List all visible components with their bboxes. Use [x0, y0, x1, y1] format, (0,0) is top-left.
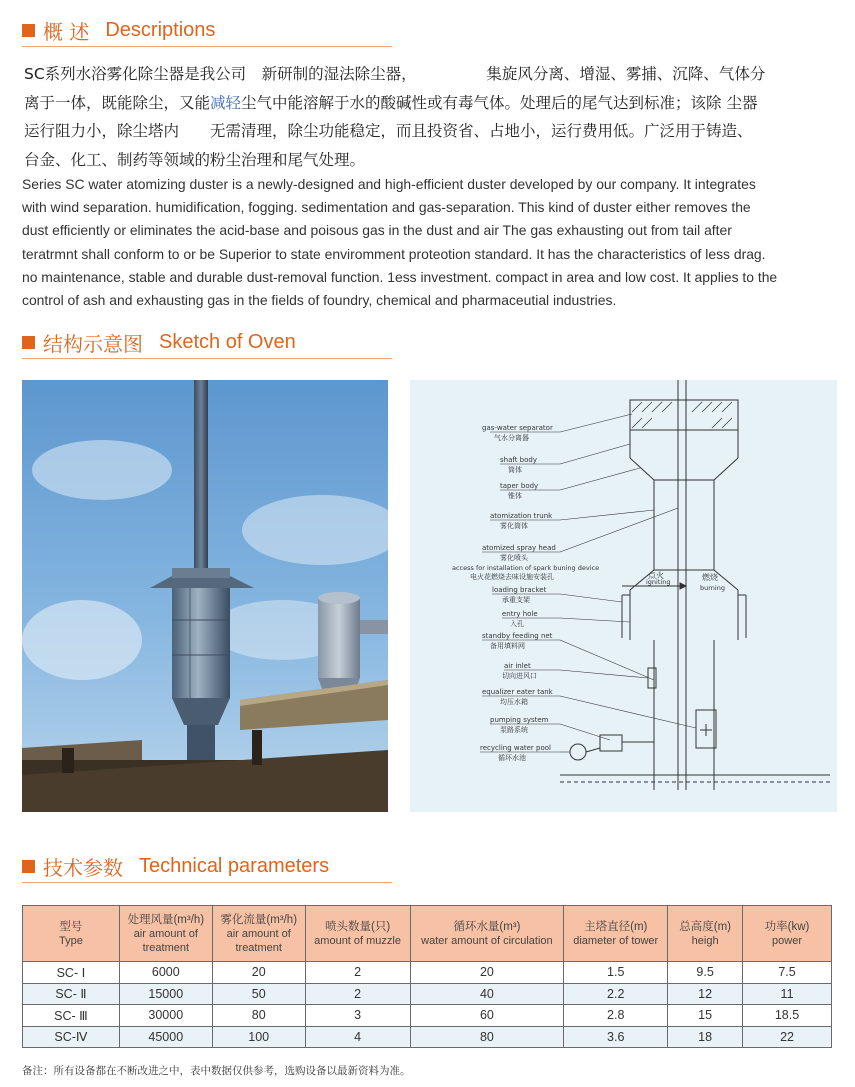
en-desc-line: dust efficiently or eliminates the acid-base and poisous gas in the dust and air The gas exhausting out from tail after	[22, 222, 732, 239]
sketch-label-zh: 循环水池	[498, 754, 526, 762]
table-header-cell: 喷头数量(只) amount of muzzle	[305, 906, 410, 962]
en-desc-line: teratrmnt shall conform to or be Superior to state enviromment proteotion standard. It has the characteristics of less drag.	[22, 245, 766, 262]
section-divider	[22, 46, 392, 47]
sketch-label-zh: 雾化筒体	[500, 522, 528, 530]
sketch-label-en: atomization trunk	[490, 512, 553, 520]
burning-en-label: burning	[700, 584, 725, 592]
table-cell: 60	[410, 1005, 564, 1027]
section-title-descriptions	[22, 16, 215, 44]
table-row	[23, 1026, 832, 1048]
zh-desc-text: 尘气中能溶解于水的酸碱性或有毒气体。处理后的尾气达到标准；该除 尘器	[241, 93, 758, 112]
sketch-label-zh: 锥体	[508, 492, 522, 500]
table-cell: 1.5	[564, 962, 668, 984]
sketch-label-zh: 入孔	[510, 620, 524, 628]
sketch-label-en: shaft body	[500, 456, 537, 464]
table-cell: 18	[668, 1026, 743, 1048]
en-desc-line: with wind separation. humidification, fogging. sedimentation and gas-separation. This kind of duster either removes the	[22, 199, 751, 216]
sketch-label-zh: 承重支架	[502, 596, 530, 604]
table-cell: 15000	[119, 983, 212, 1005]
zh-desc-highlight: 减轻	[210, 93, 242, 112]
table-cell: 80	[410, 1026, 564, 1048]
section-title-en: Sketch of Oven	[159, 330, 296, 353]
table-cell: SC- Ⅱ	[23, 983, 120, 1005]
sketch-label-zh: 均压水箱	[500, 698, 528, 706]
square-bullet-icon	[22, 24, 35, 37]
sketch-label-en: loading bracket	[492, 586, 547, 594]
section-title-sketch	[22, 328, 296, 356]
section-divider	[22, 358, 392, 359]
table-cell: 2	[305, 983, 410, 1005]
igniting-zh-label: 点火	[648, 571, 664, 580]
sketch-label-en: gas-water separator	[482, 424, 553, 432]
zh-desc-text: 离于一体，既能除尘，又能	[24, 93, 211, 112]
zh-desc-line: 台金、化工、制药等领域的粉尘治理和尾气处理。	[24, 150, 366, 169]
sketch-label-zh: 筒体	[508, 466, 522, 474]
section-title-zh: 结构示意图	[43, 331, 143, 356]
en-desc-line: no maintenance, stable and durable dust-removal function. 1ess investment. compact in area and low cost. It applies to the	[22, 268, 778, 285]
table-header-cell: 雾化流量(m³/h) air amount of treatment	[212, 906, 305, 962]
table-cell: 7.5	[743, 962, 832, 984]
en-desc-line: Series SC water atomizing duster is a newly-designed and high-efficient duster developed by our company. It integrates	[22, 176, 756, 192]
sketch-label-en: standby feeding net	[482, 632, 553, 640]
zh-desc-line	[24, 89, 834, 118]
table-cell: 40	[410, 983, 564, 1005]
sketch-label-zh: 气水分离器	[494, 434, 529, 442]
table-row	[23, 983, 832, 1005]
square-bullet-icon	[22, 336, 35, 349]
sketch-label-zh: 电火花燃烧去味设施安装孔	[470, 573, 554, 581]
table-cell: 2.8	[564, 1005, 668, 1027]
section-title-zh: 技术参数	[43, 855, 123, 880]
table-cell: 45000	[119, 1026, 212, 1048]
table-cell: 20	[410, 962, 564, 984]
zh-desc-line: SC系列水浴雾化除尘器是我公司 新研制的湿法除尘器， 集旋风分离、增湿、雾捕、沉降、气体分	[24, 65, 766, 83]
table-cell: 80	[212, 1005, 305, 1027]
table-header-cell: 功率(kw) power	[743, 906, 832, 962]
en-desc-line: control of ash and exhausting gas in the fields of foundry, chemical and pharmaceutial industries.	[22, 292, 617, 309]
table-cell: SC- Ⅲ	[23, 1005, 120, 1027]
table-cell: 6000	[119, 962, 212, 984]
table-cell: 3.6	[564, 1026, 668, 1048]
sketch-label-en: pumping system	[490, 716, 549, 724]
table-header-cell: 主塔直径(m) diameter of tower	[564, 906, 668, 962]
sketch-label-en: access for installation of spark buning device	[452, 564, 600, 572]
table-cell: 3	[305, 1005, 410, 1027]
table-cell: SC- Ⅰ	[23, 962, 120, 984]
technical-parameters-table	[22, 905, 832, 1048]
table-cell: 2	[305, 962, 410, 984]
footnote: 备注：所有设备都在不断改进之中，表中数据仅供参考，选购设备以最新资料为准。	[22, 1065, 411, 1077]
section-title-technical	[22, 852, 329, 880]
table-cell: SC-Ⅳ	[23, 1026, 120, 1048]
section-divider	[22, 882, 392, 883]
table-header-cell: 总高度(m) heigh	[668, 906, 743, 962]
sketch-label-en: taper body	[500, 482, 539, 490]
sketch-label-en: equalizer eater tank	[482, 688, 553, 696]
square-bullet-icon	[22, 860, 35, 873]
section-title-en: Descriptions	[105, 18, 216, 41]
sketch-label-zh: 泵路系统	[500, 726, 528, 734]
chinese-description	[24, 60, 834, 174]
table-cell: 9.5	[668, 962, 743, 984]
table-cell: 15	[668, 1005, 743, 1027]
sketch-label-en: entry hole	[502, 610, 538, 618]
table-cell: 18.5	[743, 1005, 832, 1027]
table-header-row	[23, 906, 832, 962]
sketch-label-zh: 备用填料网	[490, 642, 525, 650]
sketch-label-zh: 雾化喷头	[500, 554, 528, 562]
table-cell: 4	[305, 1026, 410, 1048]
english-description	[22, 173, 832, 312]
table-cell: 22	[743, 1026, 832, 1048]
table-cell: 30000	[119, 1005, 212, 1027]
duster-tower-photo	[22, 380, 388, 812]
igniting-en-label: igniting	[646, 578, 671, 586]
table-cell: 50	[212, 983, 305, 1005]
sketch-label-en: recycling water pool	[480, 744, 551, 752]
burning-zh-label: 燃烧	[702, 573, 718, 582]
table-header-cell: 处理风量(m³/h) air amount of treatment	[119, 906, 212, 962]
table-cell: 2.2	[564, 983, 668, 1005]
sketch-label-en: air inlet	[504, 662, 531, 670]
oven-sketch-diagram	[410, 380, 837, 812]
table-header-cell: 型号 Type	[23, 906, 120, 962]
sketch-label-en: atomized spray head	[482, 544, 556, 552]
table-row	[23, 1005, 832, 1027]
table-cell: 12	[668, 983, 743, 1005]
table-cell: 11	[743, 983, 832, 1005]
sketch-label-zh: 切向进风口	[502, 672, 537, 680]
table-cell: 20	[212, 962, 305, 984]
section-title-en: Technical parameters	[139, 854, 330, 877]
zh-desc-line: 运行阻力小，除尘塔内 无需清理，除尘功能稳定，而且投资省、占地小，运行费用低。广泛用于铸造、	[24, 122, 753, 140]
table-row	[23, 962, 832, 984]
table-header-cell: 循环水量(m³) water amount of circulation	[410, 906, 564, 962]
section-title-zh: 概 述	[43, 19, 90, 44]
table-cell: 100	[212, 1026, 305, 1048]
